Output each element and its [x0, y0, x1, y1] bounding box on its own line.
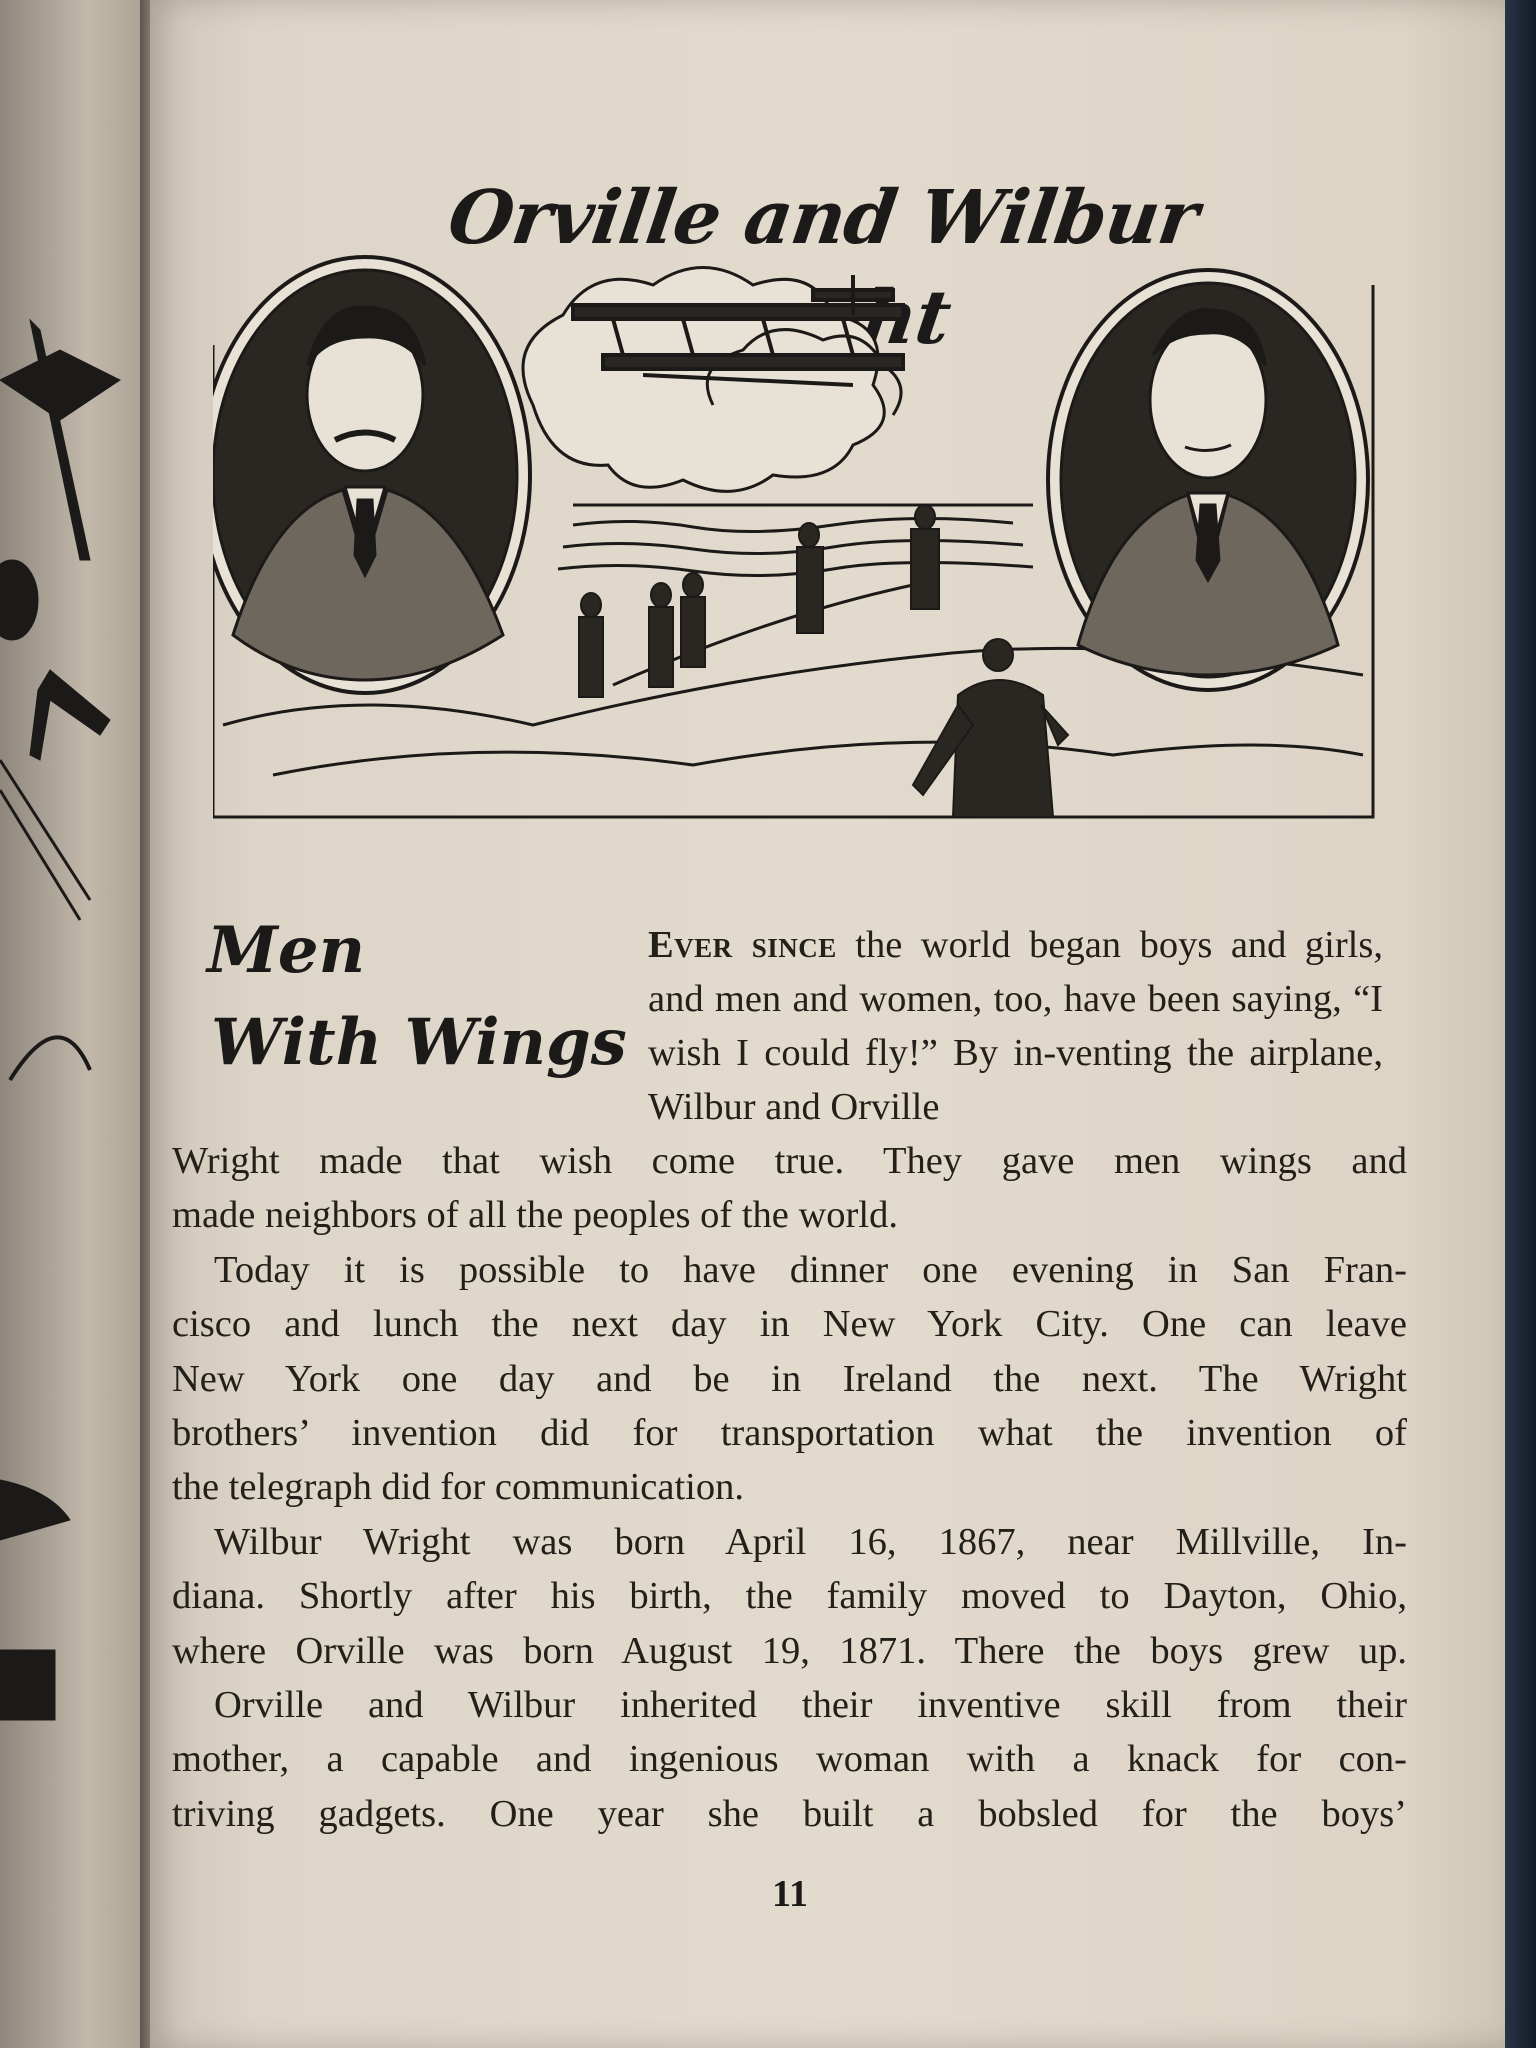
opening-paragraph	[648, 918, 1383, 1134]
text-line: triving gadgets. One year she built a bobsled for the boys’	[172, 1792, 1407, 1835]
text-line: mother, a capable and ingenious woman with a knack for con-	[172, 1738, 1407, 1781]
wright-brothers-illustration	[213, 255, 1375, 822]
text-line: Orville and Wilbur inherited their inventive skill from their	[214, 1684, 1407, 1727]
facing-page-illustration	[0, 0, 160, 2048]
lead-text: the world began boys and girls, and men and women, too, have been saying, “I wish I could fly!” By in-venting the airplane, Wilbur and Orville	[648, 924, 1383, 1128]
text-line: cisco and lunch the next day in New York City. One can leave	[172, 1303, 1407, 1346]
page-title: Orville and Wilbur	[443, 175, 1203, 261]
body-text	[172, 1134, 1407, 1841]
text-line: diana. Shortly after his birth, the family moved to Dayton, Ohio,	[172, 1575, 1407, 1618]
text-line: made neighbors of all the peoples of the world.	[172, 1194, 898, 1237]
text-line: where Orville was born August 19, 1871. There the boys grew up.	[172, 1629, 1407, 1672]
background-edge	[1505, 0, 1536, 2048]
chapter-heading	[207, 905, 627, 1089]
page-number: 11	[772, 1873, 808, 1915]
text-line: Wright made that wish come true. They gave men wings and	[172, 1140, 1407, 1182]
heading-line-2: With Wings	[211, 1005, 627, 1080]
heading-line-1: Men	[207, 913, 366, 988]
text-line: New York one day and be in Ireland the next. The Wright	[172, 1357, 1407, 1400]
text-line: the telegraph did for communication.	[172, 1466, 744, 1509]
lead-smallcaps: Ever since	[648, 924, 837, 966]
text-line: Wilbur Wright was born April 16, 1867, near Millville, In-	[214, 1520, 1407, 1563]
text-line: brothers’ invention did for transportation what the invention of	[172, 1412, 1407, 1455]
text-line: Today it is possible to have dinner one evening in San Fran-	[214, 1248, 1407, 1291]
facing-page-edge	[0, 0, 160, 2048]
